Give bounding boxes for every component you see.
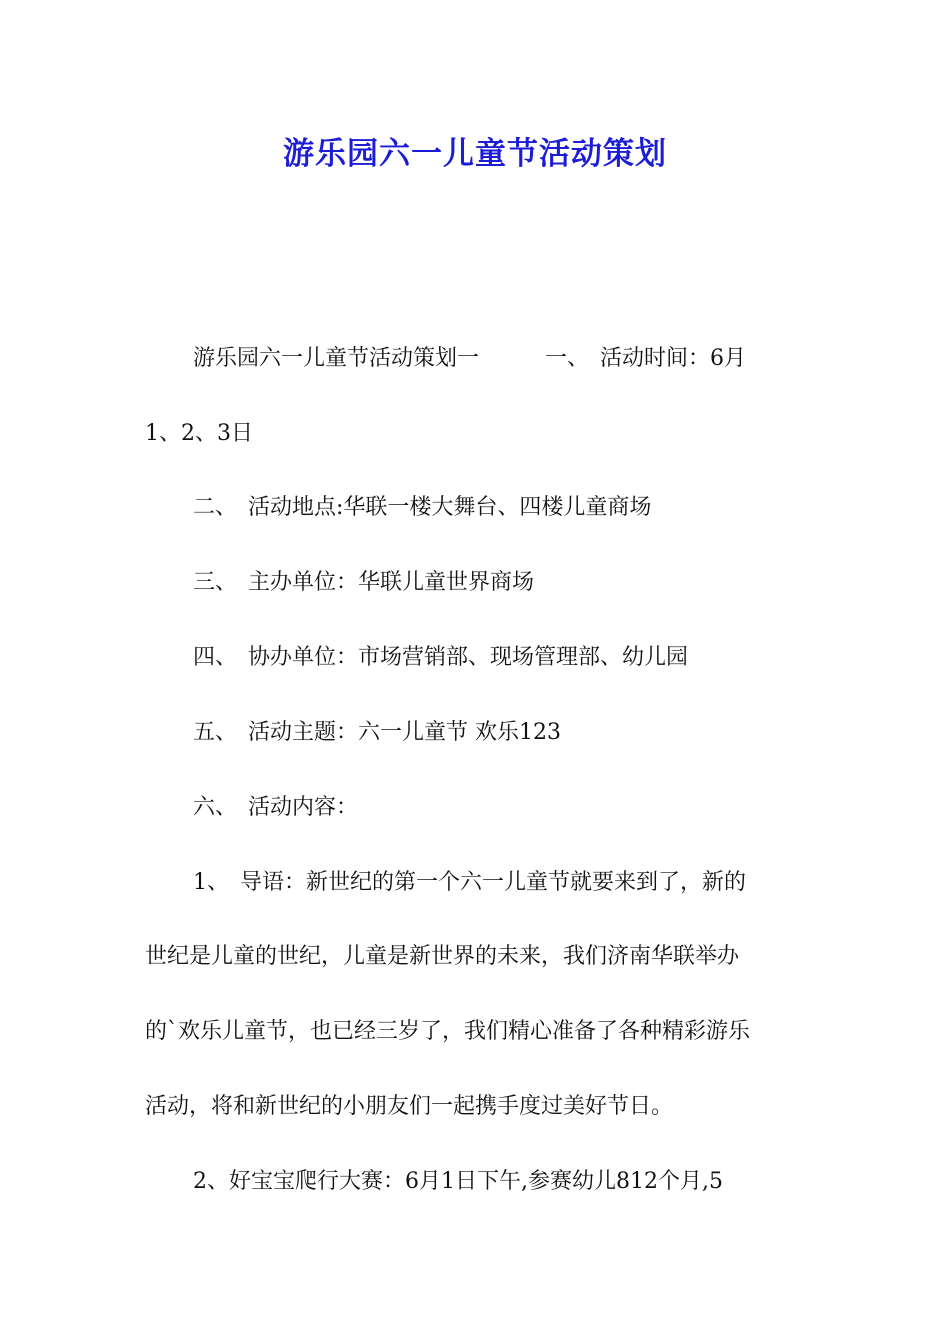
paragraph-line-4: 三、 主办单位：华联儿童世界商场 <box>193 570 535 595</box>
paragraph-line-8: 1、 导语：新世纪的第一个六一儿童节就要来到了，新的 <box>193 870 746 895</box>
paragraph-line-2: 1、2、3日 <box>145 421 253 446</box>
paragraph-line-9: 世纪是儿童的世纪，儿童是新世界的未来，我们济南华联举办 <box>145 944 740 969</box>
paragraph-line-12: 2、好宝宝爬行大赛：6月1日下午,参赛幼儿812个月,5 <box>193 1169 723 1194</box>
paragraph-line-1: 游乐园六一儿童节活动策划一 一、 活动时间：6月 <box>193 346 746 371</box>
paragraph-line-10: 的`欢乐儿童节，也已经三岁了，我们精心准备了各种精彩游乐 <box>145 1019 751 1044</box>
paragraph-line-5: 四、 协办单位：市场营销部、现场管理部、幼儿园 <box>193 645 689 670</box>
document-title: 游乐园六一儿童节活动策划 <box>283 136 667 172</box>
paragraph-line-7: 六、 活动内容： <box>193 795 359 820</box>
paragraph-line-11: 活动，将和新世纪的小朋友们一起携手度过美好节日。 <box>145 1094 674 1119</box>
paragraph-line-3: 二、 活动地点:华联一楼大舞台、四楼儿童商场 <box>193 495 652 520</box>
paragraph-line-6: 五、 活动主题：六一儿童节 欢乐123 <box>193 720 561 745</box>
